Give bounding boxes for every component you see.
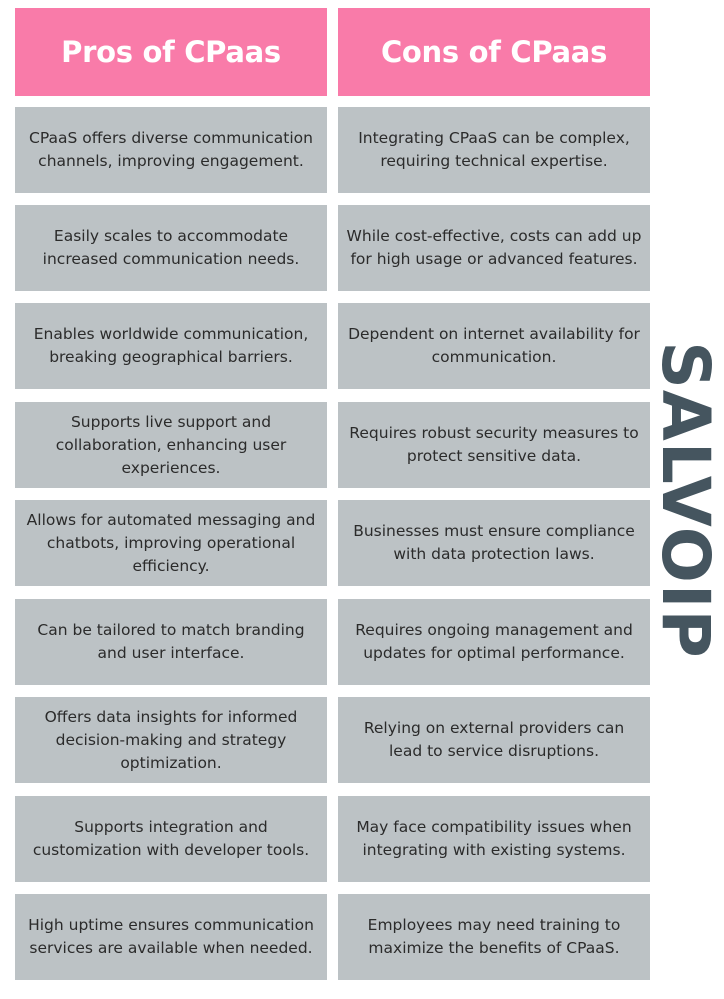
brand-logo-text: SALVOIP	[647, 341, 724, 659]
pro-cell: Enables worldwide communication, breaking geographical barriers.	[15, 303, 327, 389]
pro-cell: CPaaS offers diverse communication channels, improving engagement.	[15, 107, 327, 193]
con-cell: While cost-effective, costs can add up for high usage or advanced features.	[338, 205, 650, 291]
con-cell: Dependent on internet availability for communication.	[338, 303, 650, 389]
cons-header: Cons of CPaas	[338, 8, 650, 96]
pro-cell: Supports integration and customization with developer tools.	[15, 796, 327, 882]
con-cell: Requires robust security measures to protect sensitive data.	[338, 402, 650, 488]
con-cell: Businesses must ensure compliance with data protection laws.	[338, 500, 650, 586]
con-cell: Integrating CPaaS can be complex, requiring technical expertise.	[338, 107, 650, 193]
con-cell: Requires ongoing management and updates for optimal performance.	[338, 599, 650, 685]
con-cell: May face compatibility issues when integrating with existing systems.	[338, 796, 650, 882]
pro-cell: High uptime ensures communication services are available when needed.	[15, 894, 327, 980]
pro-cell: Easily scales to accommodate increased communication needs.	[15, 205, 327, 291]
con-cell: Relying on external providers can lead to service disruptions.	[338, 697, 650, 783]
brand-area	[648, 330, 724, 670]
pro-cell: Supports live support and collaboration, enhancing user experiences.	[15, 402, 327, 488]
pro-cell: Can be tailored to match branding and user interface.	[15, 599, 327, 685]
pro-cell: Allows for automated messaging and chatbots, improving operational efficiency.	[15, 500, 327, 586]
pro-cell: Offers data insights for informed decision-making and strategy optimization.	[15, 697, 327, 783]
con-cell: Employees may need training to maximize the benefits of CPaaS.	[338, 894, 650, 980]
pros-header: Pros of CPaas	[15, 8, 327, 96]
